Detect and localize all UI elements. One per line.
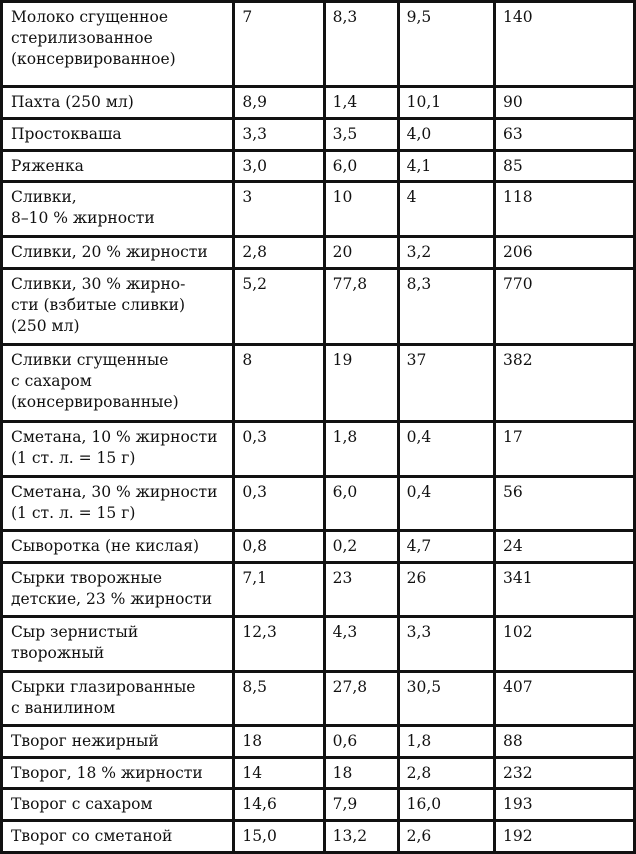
table-row (3, 183, 633, 234)
product-name-line: Сыр зернистый (11, 623, 139, 642)
value-cell: 8,3 (326, 3, 397, 85)
value-cell: 232 (496, 759, 633, 788)
value-cell: 19 (326, 346, 397, 420)
product-name-cell (3, 564, 232, 615)
value-cell: 3,5 (326, 120, 397, 149)
product-name-line: (консервированное) (11, 50, 176, 68)
value-cell: 7,9 (326, 790, 397, 819)
table-row (3, 270, 633, 344)
value-cell: 3 (235, 183, 322, 234)
table-row (3, 618, 633, 669)
value-cell: 770 (496, 270, 633, 344)
value-cell: 16,0 (400, 790, 493, 819)
product-name-line: Творог со сметаной (11, 827, 173, 846)
value-cell: 0,3 (235, 423, 322, 474)
value-cell: 0,6 (326, 727, 397, 756)
table-body (3, 3, 633, 851)
value-cell: 0,2 (326, 532, 397, 561)
value-cell: 20 (326, 238, 397, 267)
value-cell: 2,8 (400, 759, 493, 788)
product-name-line: (1 ст. л. = 15 г) (11, 449, 136, 468)
value-cell: 4,3 (326, 618, 397, 669)
value-cell: 15,0 (235, 822, 322, 851)
value-cell: 14 (235, 759, 322, 788)
value-cell: 1,8 (400, 727, 493, 756)
table-row (3, 673, 633, 724)
value-cell: 24 (496, 532, 633, 561)
product-name-cell (3, 120, 232, 149)
product-name-line: Молоко сгущенное (11, 8, 168, 26)
product-name-line: творожный (11, 644, 105, 663)
value-cell: 10 (326, 183, 397, 234)
product-name-line: Сыворотка (не кислая) (11, 537, 200, 556)
value-cell: 193 (496, 790, 633, 819)
table-row (3, 478, 633, 529)
product-name-line: Творог, 18 % жирности (11, 763, 203, 782)
value-cell: 77,8 (326, 270, 397, 344)
value-cell: 7,1 (235, 564, 322, 615)
value-cell: 23 (326, 564, 397, 615)
value-cell: 1,4 (326, 88, 397, 117)
table-row (3, 423, 633, 474)
product-name-line: (1 ст. л. = 15 г) (11, 503, 136, 522)
value-cell: 1,8 (326, 423, 397, 474)
product-name-cell (3, 346, 232, 420)
product-name-line: 8–10 % жирности (11, 209, 155, 228)
value-cell: 0,3 (235, 478, 322, 529)
value-cell: 14,6 (235, 790, 322, 819)
product-name-line: Сметана, 10 % жирности (11, 428, 218, 447)
value-cell: 10,1 (400, 88, 493, 117)
value-cell: 2,8 (235, 238, 322, 267)
product-name-cell (3, 152, 232, 181)
value-cell: 0,4 (400, 423, 493, 474)
product-name-line: Сливки, 30 % жирно- (11, 274, 186, 293)
value-cell: 85 (496, 152, 633, 181)
value-cell: 8 (235, 346, 322, 420)
value-cell: 88 (496, 727, 633, 756)
product-name-line: Творог нежирный (11, 731, 159, 750)
value-cell: 382 (496, 346, 633, 420)
value-cell: 8,9 (235, 88, 322, 117)
product-name-line: Сметана, 30 % жирности (11, 482, 218, 501)
value-cell: 2,6 (400, 822, 493, 851)
product-name-cell (3, 618, 232, 669)
value-cell: 63 (496, 120, 633, 149)
product-name-cell (3, 3, 232, 85)
value-cell: 4,7 (400, 532, 493, 561)
value-cell: 341 (496, 564, 633, 615)
product-name-line: Ряженка (11, 156, 84, 175)
product-name-cell (3, 270, 232, 344)
table-row (3, 88, 633, 117)
value-cell: 5,2 (235, 270, 322, 344)
value-cell: 192 (496, 822, 633, 851)
value-cell: 140 (496, 3, 633, 85)
product-name-line: сти (взбитые сливки) (11, 295, 186, 314)
value-cell: 4,0 (400, 120, 493, 149)
product-name-cell (3, 423, 232, 474)
value-cell: 0,8 (235, 532, 322, 561)
value-cell: 17 (496, 423, 633, 474)
value-cell: 18 (326, 759, 397, 788)
table-row (3, 3, 633, 85)
product-name-line: Сырки творожные (11, 568, 163, 587)
product-name-line: Пахта (250 мл) (11, 93, 134, 112)
value-cell: 6,0 (326, 478, 397, 529)
value-cell: 37 (400, 346, 493, 420)
table-row (3, 532, 633, 561)
value-cell: 56 (496, 478, 633, 529)
product-name-line: Сливки сгущенные (11, 351, 169, 370)
table-row (3, 120, 633, 149)
product-name-line: стерилизованное (11, 29, 153, 47)
table-row (3, 727, 633, 756)
table-row (3, 152, 633, 181)
value-cell: 4,1 (400, 152, 493, 181)
value-cell: 206 (496, 238, 633, 267)
table-row (3, 822, 633, 851)
value-cell: 27,8 (326, 673, 397, 724)
table-row (3, 564, 633, 615)
value-cell: 407 (496, 673, 633, 724)
product-name-cell (3, 759, 232, 788)
value-cell: 3,3 (400, 618, 493, 669)
product-name-cell (3, 238, 232, 267)
value-cell: 18 (235, 727, 322, 756)
value-cell: 13,2 (326, 822, 397, 851)
value-cell: 9,5 (400, 3, 493, 85)
product-name-line: Творог с сахаром (11, 795, 153, 814)
value-cell: 26 (400, 564, 493, 615)
product-name-line: с ванилином (11, 698, 116, 717)
value-cell: 4 (400, 183, 493, 234)
product-name-cell (3, 673, 232, 724)
product-name-line: (250 мл) (11, 316, 80, 335)
product-name-line: с сахаром (11, 372, 92, 391)
value-cell: 102 (496, 618, 633, 669)
product-name-line: Сливки, (11, 188, 77, 207)
value-cell: 8,5 (235, 673, 322, 724)
product-name-cell (3, 727, 232, 756)
value-cell: 3,0 (235, 152, 322, 181)
table-row (3, 759, 633, 788)
product-name-line: детские, 23 % жирности (11, 589, 213, 608)
value-cell: 6,0 (326, 152, 397, 181)
product-name-line: Сливки, 20 % жирности (11, 242, 208, 261)
product-name-cell (3, 790, 232, 819)
value-cell: 8,3 (400, 270, 493, 344)
value-cell: 30,5 (400, 673, 493, 724)
product-name-line: (консервированные) (11, 393, 179, 412)
product-name-cell (3, 88, 232, 117)
product-name-cell (3, 478, 232, 529)
value-cell: 118 (496, 183, 633, 234)
table-row (3, 790, 633, 819)
product-name-cell (3, 532, 232, 561)
value-cell: 12,3 (235, 618, 322, 669)
value-cell: 3,2 (400, 238, 493, 267)
product-name-cell (3, 183, 232, 234)
product-name-line: Сырки глазированные (11, 677, 196, 696)
table-row (3, 346, 633, 420)
value-cell: 3,3 (235, 120, 322, 149)
product-name-line: Простокваша (11, 124, 122, 143)
product-name-cell (3, 822, 232, 851)
value-cell: 0,4 (400, 478, 493, 529)
value-cell: 7 (235, 3, 322, 85)
table-row (3, 238, 633, 267)
value-cell: 90 (496, 88, 633, 117)
